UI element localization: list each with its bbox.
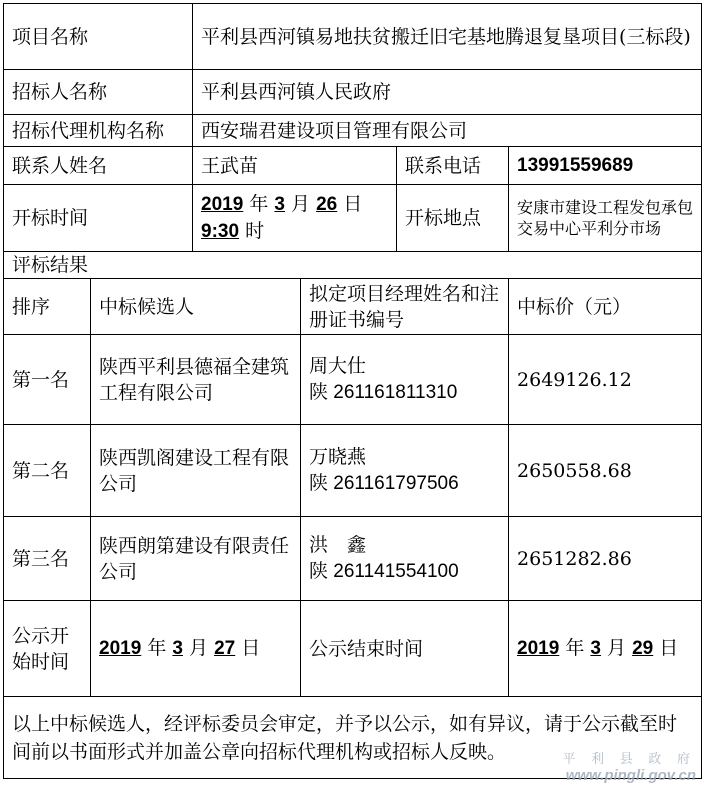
tenderer-name: 平利县西河镇人民政府 xyxy=(193,70,702,115)
rank-cell: 第一名 xyxy=(4,335,91,425)
contact-row xyxy=(4,147,702,185)
watermark-text: 平 利 县 政 府 xyxy=(562,751,696,766)
result-title: 评标结果 xyxy=(4,252,702,279)
opening-time xyxy=(193,185,397,252)
manager-cell xyxy=(301,335,509,425)
manager-name: 周大仕 xyxy=(309,355,367,377)
opening-month: 3 xyxy=(274,194,285,215)
price-cell: 2649126.12 xyxy=(509,335,702,425)
opening-year: 2019 xyxy=(201,194,244,215)
rank-cell: 第二名 xyxy=(4,425,91,517)
project-name: 平利县西河镇易地扶贫搬迁旧宅基地腾退复垦项目(三标段) xyxy=(193,4,702,70)
start-day: 27 xyxy=(214,638,236,659)
start-year: 2019 xyxy=(99,638,142,659)
agency-label: 招标代理机构名称 xyxy=(4,115,193,147)
manager-name: 洪 鑫 xyxy=(309,534,367,556)
publicity-start-label: 公示开始时间 xyxy=(4,601,91,697)
opening-place-label: 开标地点 xyxy=(397,185,509,252)
result-header-row xyxy=(4,279,702,335)
tenderer-label: 招标人名称 xyxy=(4,70,193,115)
table-row xyxy=(4,517,702,601)
manager-cert: 陕 261161797506 xyxy=(309,473,459,494)
start-year-unit: 年 xyxy=(147,637,167,659)
project-label: 项目名称 xyxy=(4,4,193,70)
opening-day: 26 xyxy=(316,194,338,215)
opening-time-label: 开标时间 xyxy=(4,185,193,252)
notice-table xyxy=(3,3,702,779)
end-month: 3 xyxy=(590,638,601,659)
opening-row xyxy=(4,185,702,252)
end-year: 2019 xyxy=(517,638,560,659)
opening-place: 安康市建设工程发包承包交易中心平利分市场 xyxy=(509,185,702,252)
manager-cell xyxy=(301,425,509,517)
header-price: 中标价（元） xyxy=(509,279,702,335)
start-month: 3 xyxy=(172,638,183,659)
price-cell: 2650558.68 xyxy=(509,425,702,517)
phone-number: 13991559689 xyxy=(509,147,702,185)
opening-day-unit: 日 xyxy=(343,193,363,215)
opening-year-unit: 年 xyxy=(249,193,269,215)
publicity-end xyxy=(509,601,702,697)
manager-name: 万晓燕 xyxy=(309,446,367,468)
table-row xyxy=(4,335,702,425)
contact-label: 联系人姓名 xyxy=(4,147,193,185)
end-day-unit: 日 xyxy=(659,637,679,659)
manager-cell xyxy=(301,517,509,601)
start-month-unit: 月 xyxy=(189,637,209,659)
header-manager: 拟定项目经理姓名和注册证书编号 xyxy=(301,279,509,335)
header-rank: 排序 xyxy=(4,279,91,335)
opening-month-unit: 月 xyxy=(291,193,311,215)
publicity-end-label: 公示结束时间 xyxy=(301,601,509,697)
header-candidate: 中标候选人 xyxy=(91,279,301,335)
end-day: 29 xyxy=(632,638,654,659)
tenderer-row xyxy=(4,70,702,115)
watermark-domain: www.pingli.gov.cn xyxy=(565,767,696,784)
opening-clock-unit: 时 xyxy=(245,220,265,242)
candidate-cell: 陕西凯阁建设工程有限公司 xyxy=(91,425,301,517)
contact-name: 王武苗 xyxy=(193,147,397,185)
start-day-unit: 日 xyxy=(241,637,261,659)
agency-name: 西安瑞君建设项目管理有限公司 xyxy=(193,115,702,147)
phone-label: 联系电话 xyxy=(397,147,509,185)
project-row xyxy=(4,4,702,70)
manager-cert: 陕 261161811310 xyxy=(309,382,458,403)
notice-remark: 以上中标候选人，经评标委员会审定，并予以公示，如有异议，请于公示截至时间前以书面形式并加盖公章向招标代理机构或招标人反映。 xyxy=(4,697,702,779)
table-row xyxy=(4,425,702,517)
candidate-cell: 陕西平利县德福全建筑工程有限公司 xyxy=(91,335,301,425)
candidate-cell: 陕西朗第建设有限责任公司 xyxy=(91,517,301,601)
agency-row xyxy=(4,115,702,147)
publicity-row xyxy=(4,601,702,697)
result-title-row xyxy=(4,252,702,279)
note-row xyxy=(4,697,702,779)
rank-cell: 第三名 xyxy=(4,517,91,601)
end-month-unit: 月 xyxy=(607,637,627,659)
opening-clock: 9:30 xyxy=(201,221,240,242)
price-cell: 2651282.86 xyxy=(509,517,702,601)
manager-cert: 陕 261141554100 xyxy=(309,561,459,582)
publicity-start xyxy=(91,601,301,697)
end-year-unit: 年 xyxy=(565,637,585,659)
